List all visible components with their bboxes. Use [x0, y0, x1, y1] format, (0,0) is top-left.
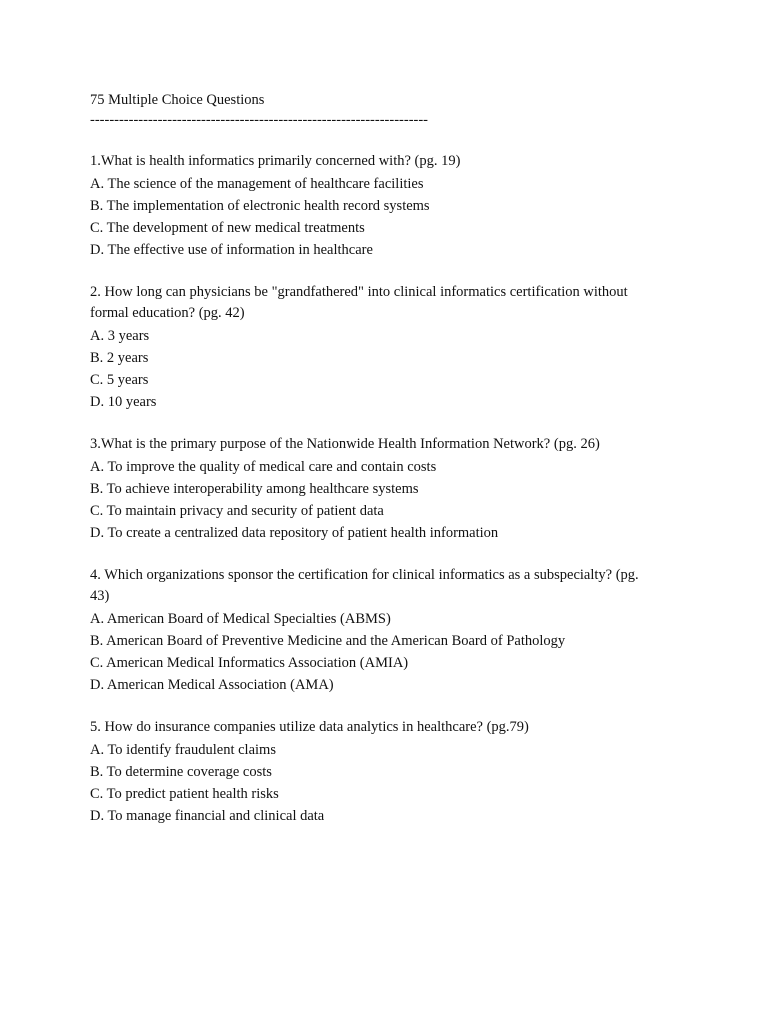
- answer-option-c: C. To predict patient health risks: [90, 786, 279, 802]
- answer-option-c: C. To maintain privacy and security of patient data: [90, 503, 384, 519]
- answer-option-c: C. American Medical Informatics Association (AMIA): [90, 655, 409, 671]
- answer-option-a: A. To identify fraudulent claims: [90, 742, 276, 758]
- answer-option-a: A. 3 years: [90, 328, 150, 344]
- answer-option-b: B. 2 years: [90, 350, 149, 366]
- document-title: 75 Multiple Choice Questions: [90, 92, 265, 108]
- answer-option-a: A. The science of the management of healthcare facilities: [90, 176, 424, 192]
- answer-option-b: B. To achieve interoperability among healthcare systems: [90, 481, 419, 497]
- answer-option-c: C. The development of new medical treatments: [90, 220, 365, 236]
- question-text: 3.What is the primary purpose of the Nationwide Health Information Network? (pg. 26): [90, 436, 600, 452]
- answer-option-d: D. 10 years: [90, 394, 157, 410]
- question-text: 2. How long can physicians be "grandfathered" into clinical informatics certification without formal education? (pg. 42): [90, 284, 628, 321]
- answer-option-b: B. American Board of Preventive Medicine and the American Board of Pathology: [90, 633, 566, 649]
- question-text: 1.What is health informatics primarily concerned with? (pg. 19): [90, 153, 461, 169]
- answer-option-d: D. The effective use of information in healthcare: [90, 242, 373, 258]
- question-5: [90, 717, 660, 827]
- question-2: [90, 282, 660, 413]
- answer-option-a: A. American Board of Medical Specialties (ABMS): [90, 611, 391, 627]
- question-3: [90, 434, 660, 544]
- question-1: [90, 151, 660, 261]
- answer-option-b: B. The implementation of electronic health record systems: [90, 198, 430, 214]
- answer-option-b: B. To determine coverage costs: [90, 764, 272, 780]
- question-text: 5. How do insurance companies utilize data analytics in healthcare? (pg.79): [90, 719, 529, 735]
- answer-option-d: D. American Medical Association (AMA): [90, 677, 334, 693]
- answer-option-d: D. To manage financial and clinical data: [90, 808, 325, 824]
- document-content: [90, 90, 660, 827]
- answer-option-c: C. 5 years: [90, 372, 149, 388]
- question-4: [90, 565, 660, 696]
- question-text: 4. Which organizations sponsor the certification for clinical informatics as a subspecialty? (pg. 43): [90, 567, 639, 604]
- answer-option-d: D. To create a centralized data repository of patient health information: [90, 525, 499, 541]
- separator-line: ----------------------------------------------------------------------: [90, 112, 429, 128]
- answer-option-a: A. To improve the quality of medical care and contain costs: [90, 459, 437, 475]
